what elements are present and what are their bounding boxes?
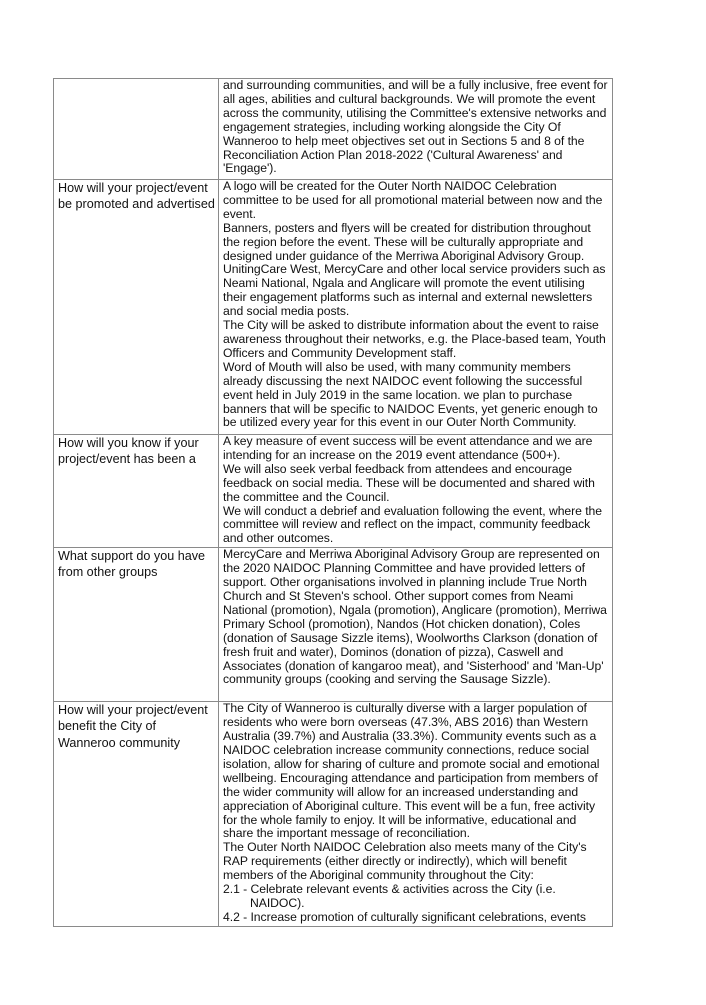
question-cell [54, 79, 219, 180]
answer-paragraph: We will conduct a debrief and evaluation following the event, where the committee will review and reflect on the impact, community feedback and other outcomes. [223, 503, 603, 546]
table-row [54, 180, 613, 435]
question-cell [54, 548, 219, 702]
answer-paragraph: A logo will be created for the Outer North NAIDOC Celebration committee to be used for all promotional material between now and the event. [223, 179, 603, 221]
table-row [54, 435, 613, 548]
question-text: How will your project/event benefit the City of Wanneroo community [58, 703, 208, 750]
answer-cell [219, 180, 613, 435]
answer-paragraph: The Outer North NAIDOC Celebration also meets many of the City's RAP requirements (either directly or indirectly), which will benefit members of the Aboriginal community throughout the City: [223, 840, 587, 883]
table-row [54, 79, 613, 180]
application-form-table [53, 78, 613, 927]
rap-list-item: 4.2 - Increase promotion of culturally significant celebrations, events [223, 909, 586, 924]
answer-paragraph: A key measure of event success will be event attendance and we are intending for an increase on the 2019 event attendance (500+). [223, 434, 593, 462]
answer-paragraph: Banners, posters and flyers will be created for distribution throughout the region before the event. These will be culturally appropriate and designed under guidance of the Merriwa Aboriginal Advisory Group. UnitingCare West, MercyCare and other local service providers such as Neami National, Ngala and Anglicare will promote the event utilising their engagement platforms such as internal and external newsletters and social media posts. [223, 220, 606, 319]
answer-paragraph: We will also seek verbal feedback from attendees and encourage feedback on social media. These will be documented and shared with the committee and the Council. [223, 461, 595, 504]
question-cell [54, 180, 219, 435]
answer-paragraph: Word of Mouth will also be used, with many community members already discussing the next NAIDOC event following the successful event held in July 2019 in the same location. we plan to purchase banners that will be specific to NAIDOC Events, yet generic enough to be utilized every year for this event in our Outer North Community. [223, 359, 598, 430]
question-text: How will you know if your project/event has been a [58, 436, 199, 467]
answer-paragraph: and surrounding communities, and will be a fully inclusive, free event for all ages, abilities and cultural backgrounds. We will promote the event across the community, utilising the Committee's extensive networks and engagement strategies, including working alongside the City Of Wanneroo to help meet objectives set out in Sections 5 and 8 of the Reconciliation Action Plan 2018-2022 ('Cultural Awareness' and 'Engage'). [223, 78, 608, 176]
answer-cell [219, 435, 613, 548]
table-row [54, 548, 613, 702]
table-row [54, 702, 613, 927]
question-text: What support do you have from other groups [58, 549, 206, 580]
answer-paragraph: The City of Wanneroo is culturally diverse with a larger population of residents who were born overseas (47.3%, ABS 2016) than Western Australia (39.7%) and Australia (33.3%). Community events such as a NAIDOC celebration increase community connections, reduce social isolation, allow for sharing of culture and promote social and emotional wellbeing. Encouraging attendance and participation from members of the wider community will allow for an increased understanding and appreciation of Aboriginal culture. This event will be a fun, free activity for the whole family to enjoy. It will be informative, educational and share the important message of reconciliation. [223, 701, 600, 841]
question-cell [54, 435, 219, 548]
answer-cell [219, 548, 613, 702]
answer-paragraph: MercyCare and Merriwa Aboriginal Advisory Group are represented on the 2020 NAIDOC Planning Committee and have provided letters of support. Other organisations involved in planning include True North Church and St Steven's school. Other support comes from Neami National (promotion), Ngala (promotion), Anglicare (promotion), Merriwa Primary School (promotion), Nandos (Hot chicken donation), Coles (donation of Sausage Sizzle items), Woolworths Clarkson (donation of fresh fruit and water), Dominos (donation of pizza), Caswell and Associates (donation of kangaroo meat), and 'Sisterhood' and 'Man-Up' community groups (cooking and serving the Sausage Sizzle). [223, 547, 607, 687]
answer-cell [219, 702, 613, 927]
answer-paragraph: The City will be asked to distribute information about the event to raise awareness throughout their networks, e.g. the Place-based team, Youth Officers and Community Development staff. [223, 318, 606, 360]
answer-cell [219, 79, 613, 180]
question-text: How will your project/event be promoted and advertised [58, 181, 215, 212]
question-cell [54, 702, 219, 927]
rap-list-item: 2.1 - Celebrate relevant events & activities across the City (i.e. NAIDOC). [223, 882, 556, 910]
